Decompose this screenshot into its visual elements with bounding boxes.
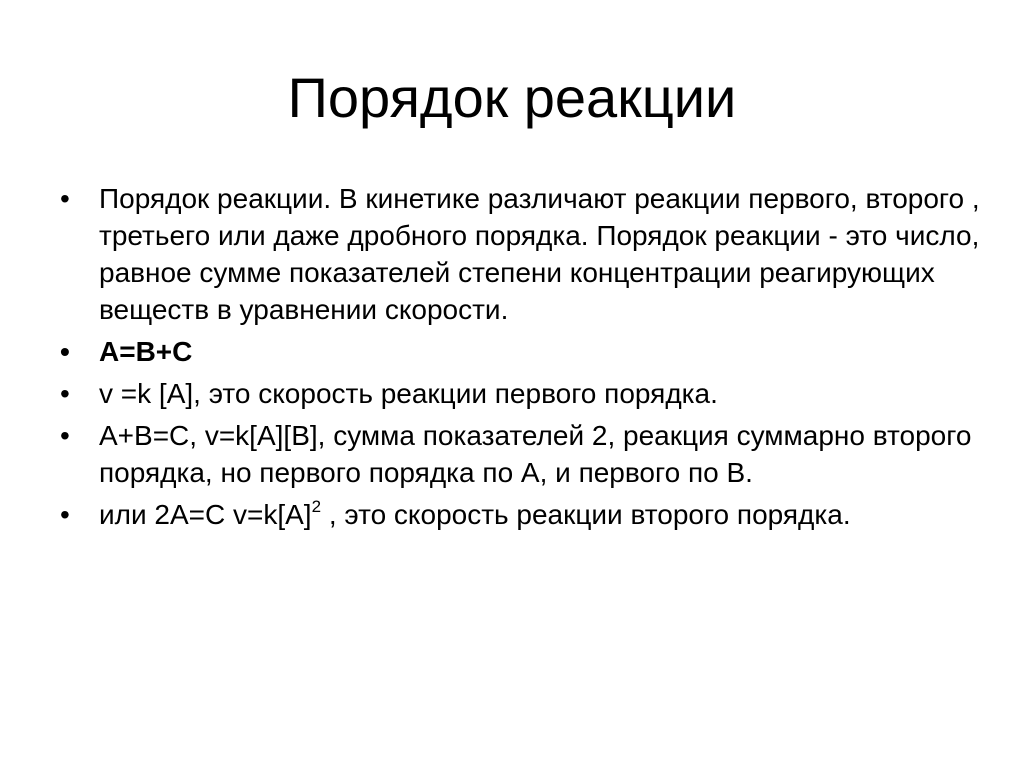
bullet-dot-icon: • — [60, 420, 70, 451]
bullet-text: Порядок реакции. В кинетике различают реакции первого, второго , третьего или даже дробного порядка. Порядок реакции - это число, равное сумме показателей степени концентрации реагирующих веществ в уравнении скорости. — [99, 183, 980, 325]
bullet-dot-icon: • — [60, 378, 70, 409]
bullet-text: A+B=C, v=k[A][B], сумма показателей 2, реакция суммарно второго порядка, но первого порядка по А, и первого по В. — [99, 420, 972, 488]
bullet-item-definition — [60, 180, 980, 328]
bullet-list — [60, 180, 980, 538]
exponent: 2 — [311, 497, 322, 516]
bullet-item-second-order-sum — [60, 417, 980, 491]
bullet-text-after: , это скорость реакции второго порядка. — [321, 499, 851, 530]
slide-title: Порядок реакции — [287, 66, 737, 129]
bullet-dot-icon: • — [60, 336, 70, 367]
bullet-text: A=B+C — [99, 336, 193, 367]
bullet-dot-icon: • — [60, 183, 70, 214]
bullet-item-reaction-equation — [60, 333, 980, 370]
bullet-dot-icon: • — [60, 499, 70, 530]
bullet-text: v =k [A], это скорость реакции первого порядка. — [99, 378, 718, 409]
bullet-text-before: или 2А=С v=k[A] — [99, 499, 312, 530]
bullet-item-second-order — [60, 496, 980, 533]
bullet-item-first-order — [60, 375, 980, 412]
